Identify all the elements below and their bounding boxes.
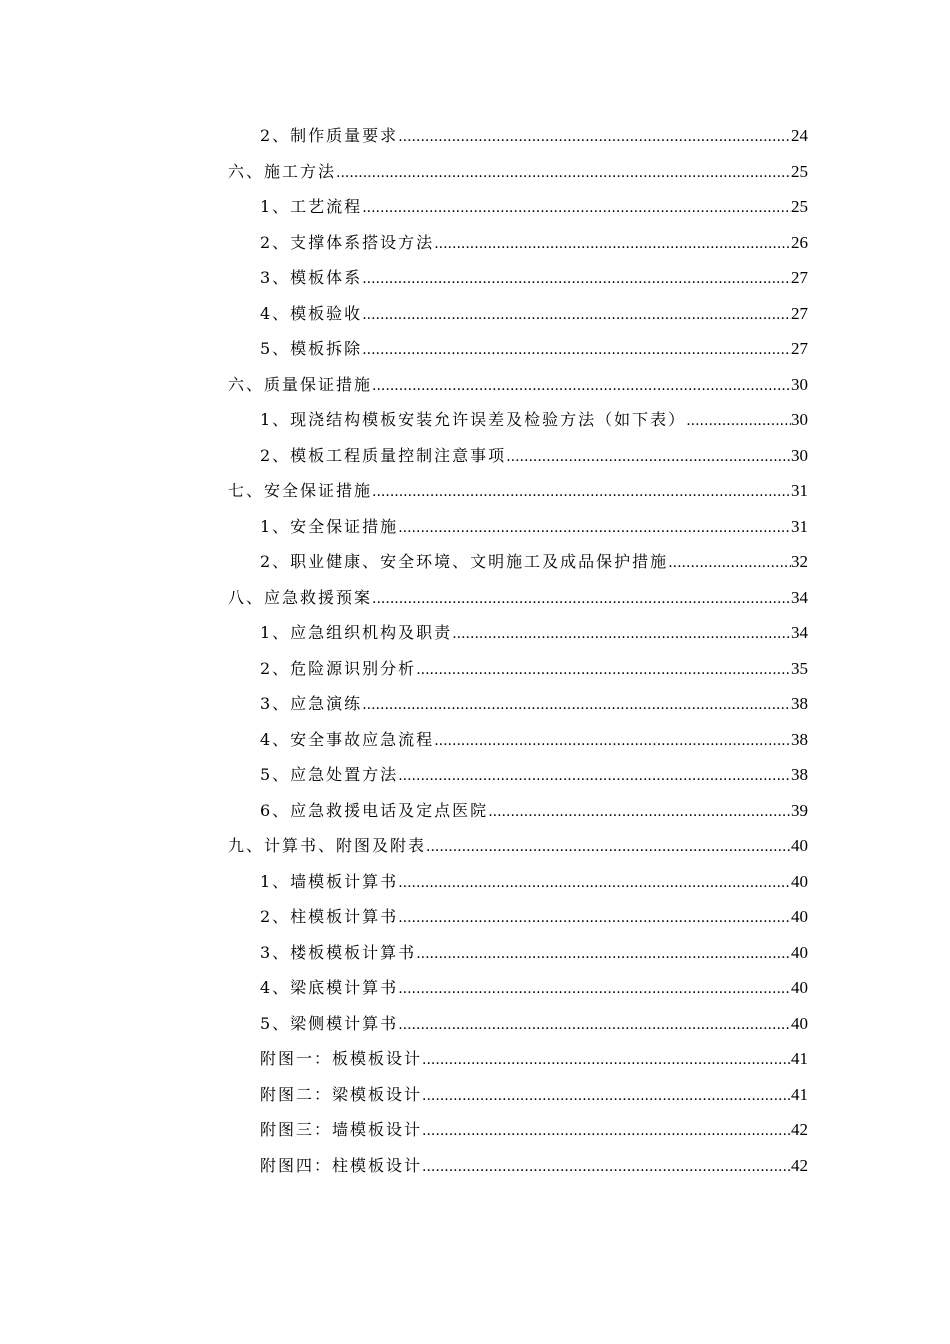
toc-entry-label: 6、应急救援电话及定点医院 — [260, 800, 489, 820]
toc-dot-leader — [398, 511, 791, 547]
toc-entry[interactable] — [228, 331, 808, 367]
toc-entry-page-number: 27 — [791, 268, 808, 287]
toc-entry-page-number: 35 — [791, 658, 808, 678]
toc-entry-label: 1、安全保证措施 — [260, 516, 399, 536]
table-of-contents — [228, 118, 808, 1183]
toc-entry-label: 附图三：墙模板设计 — [260, 1120, 423, 1139]
toc-entry-label: 1、工艺流程 — [260, 197, 363, 216]
toc-entry[interactable] — [228, 154, 808, 190]
toc-entry[interactable] — [228, 1112, 808, 1148]
toc-entry-page-number: 41 — [791, 1084, 808, 1104]
toc-dot-leader — [398, 120, 791, 156]
toc-entry[interactable] — [228, 580, 808, 616]
toc-entry-page-number: 25 — [791, 197, 808, 216]
toc-dot-leader — [422, 1043, 791, 1079]
toc-dot-leader — [416, 653, 791, 689]
toc-dot-leader — [398, 901, 791, 937]
toc-dot-leader — [488, 795, 791, 831]
toc-entry-page-number: 30 — [791, 374, 808, 394]
toc-entry[interactable] — [228, 757, 808, 793]
toc-entry-page-number: 30 — [791, 445, 808, 465]
toc-entry-label: 2、柱模板计算书 — [260, 907, 399, 926]
toc-entry-label: 2、模板工程质量控制注意事项 — [260, 445, 507, 465]
toc-entry[interactable] — [228, 189, 808, 225]
toc-entry-page-number: 34 — [791, 587, 808, 607]
toc-entry[interactable] — [228, 1148, 808, 1184]
toc-entry-label: 1、墙模板计算书 — [260, 871, 399, 891]
toc-entry-page-number: 40 — [791, 836, 808, 855]
toc-entry-label: 5、模板拆除 — [260, 339, 363, 358]
toc-entry-label: 附图四：柱模板设计 — [260, 1155, 423, 1175]
toc-dot-leader — [434, 724, 791, 760]
toc-entry-label: 4、梁底模计算书 — [260, 978, 399, 997]
toc-dot-leader — [398, 759, 791, 795]
toc-entry[interactable] — [228, 260, 808, 296]
toc-dot-leader — [416, 937, 791, 973]
toc-entry[interactable] — [228, 296, 808, 332]
toc-dot-leader — [362, 191, 791, 227]
toc-dot-leader — [372, 475, 791, 511]
toc-entry[interactable] — [228, 686, 808, 722]
toc-entry[interactable] — [228, 118, 808, 154]
toc-entry-page-number: 39 — [791, 800, 808, 820]
toc-dot-leader — [398, 1008, 791, 1044]
toc-dot-leader — [362, 298, 791, 334]
toc-entry-label: 九、计算书、附图及附表 — [228, 836, 427, 855]
toc-dot-leader — [362, 262, 791, 298]
toc-dot-leader — [434, 227, 791, 263]
toc-entry-label: 4、模板验收 — [260, 303, 363, 323]
toc-entry-label: 2、职业健康、安全环境、文明施工及成品保护措施 — [260, 552, 669, 571]
toc-entry-label: 3、模板体系 — [260, 268, 363, 287]
toc-entry[interactable] — [228, 935, 808, 971]
toc-entry-page-number: 42 — [791, 1155, 808, 1175]
toc-entry-page-number: 31 — [791, 481, 808, 500]
toc-entry[interactable] — [228, 828, 808, 864]
toc-dot-leader — [422, 1150, 791, 1186]
toc-entry-page-number: 32 — [791, 552, 808, 571]
toc-entry[interactable] — [228, 402, 808, 438]
toc-entry[interactable] — [228, 899, 808, 935]
toc-entry-label: 4、安全事故应急流程 — [260, 729, 435, 749]
toc-dot-leader — [452, 617, 791, 653]
toc-entry-page-number: 42 — [791, 1120, 808, 1139]
toc-entry-label: 1、现浇结构模板安装允许误差及检验方法（如下表） — [260, 410, 687, 429]
toc-dot-leader — [336, 156, 791, 192]
toc-entry[interactable] — [228, 225, 808, 261]
toc-entry-label: 3、楼板模板计算书 — [260, 942, 417, 962]
toc-entry-page-number: 31 — [791, 516, 808, 536]
toc-entry-label: 2、制作质量要求 — [260, 126, 399, 145]
toc-entry[interactable] — [228, 864, 808, 900]
toc-entry-page-number: 41 — [791, 1049, 808, 1068]
toc-entry-page-number: 40 — [791, 1013, 808, 1033]
toc-entry[interactable] — [228, 367, 808, 403]
toc-entry-label: 3、应急演练 — [260, 694, 363, 713]
toc-entry-page-number: 27 — [791, 339, 808, 358]
toc-entry-label: 2、支撑体系搭设方法 — [260, 232, 435, 252]
toc-dot-leader — [506, 440, 791, 476]
toc-dot-leader — [398, 972, 791, 1008]
toc-dot-leader — [398, 866, 791, 902]
toc-entry-page-number: 40 — [791, 942, 808, 962]
toc-entry-page-number: 26 — [791, 232, 808, 252]
toc-dot-leader — [422, 1079, 791, 1115]
toc-entry-page-number: 38 — [791, 765, 808, 784]
toc-dot-leader — [362, 688, 791, 724]
toc-entry-label: 七、安全保证措施 — [228, 481, 373, 500]
toc-dot-leader — [686, 404, 791, 440]
toc-entry[interactable] — [228, 473, 808, 509]
toc-entry-label: 5、应急处置方法 — [260, 765, 399, 784]
toc-entry-page-number: 30 — [791, 410, 808, 429]
toc-entry[interactable] — [228, 651, 808, 687]
toc-entry[interactable] — [228, 544, 808, 580]
toc-entry[interactable] — [228, 970, 808, 1006]
toc-entry[interactable] — [228, 615, 808, 651]
toc-dot-leader — [426, 830, 791, 866]
toc-entry-label: 5、梁侧模计算书 — [260, 1013, 399, 1033]
toc-entry-label: 1、应急组织机构及职责 — [260, 623, 453, 642]
toc-entry-label: 六、施工方法 — [228, 161, 337, 181]
toc-entry-page-number: 25 — [791, 161, 808, 181]
toc-entry-page-number: 24 — [791, 126, 808, 145]
toc-entry-label: 六、质量保证措施 — [228, 374, 373, 394]
toc-entry[interactable] — [228, 438, 808, 474]
toc-entry-label: 八、应急救援预案 — [228, 587, 373, 607]
toc-entry-page-number: 40 — [791, 907, 808, 926]
toc-dot-leader — [422, 1114, 791, 1150]
toc-entry-label: 2、危险源识别分析 — [260, 658, 417, 678]
toc-entry-page-number: 40 — [791, 978, 808, 997]
toc-entry-page-number: 38 — [791, 694, 808, 713]
toc-entry[interactable] — [228, 722, 808, 758]
toc-entry[interactable] — [228, 1006, 808, 1042]
toc-entry[interactable] — [228, 793, 808, 829]
toc-dot-leader — [668, 546, 791, 582]
toc-entry-label: 附图一：板模板设计 — [260, 1049, 423, 1068]
toc-entry[interactable] — [228, 509, 808, 545]
toc-entry-page-number: 40 — [791, 871, 808, 891]
toc-entry-label: 附图二：梁模板设计 — [260, 1084, 423, 1104]
toc-entry-page-number: 34 — [791, 623, 808, 642]
toc-entry[interactable] — [228, 1041, 808, 1077]
toc-entry-page-number: 38 — [791, 729, 808, 749]
toc-entry[interactable] — [228, 1077, 808, 1113]
toc-dot-leader — [372, 369, 791, 405]
toc-dot-leader — [372, 582, 791, 618]
toc-entry-page-number: 27 — [791, 303, 808, 323]
toc-dot-leader — [362, 333, 791, 369]
